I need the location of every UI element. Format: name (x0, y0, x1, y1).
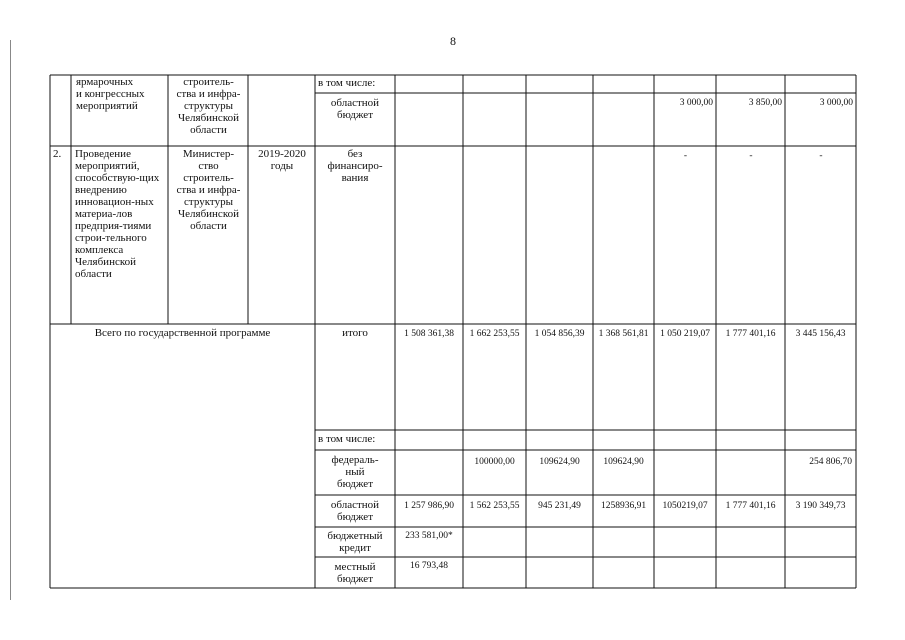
page-number: 8 (450, 34, 456, 48)
table-cell: 100000,00 (474, 457, 515, 467)
table-cell: 1 050 219,07 (660, 329, 710, 339)
regional-budget-label: областной бюджет (330, 499, 380, 523)
table-cell: - (683, 151, 688, 161)
table-cell: 1 054 856,39 (534, 329, 585, 339)
table-cell: 109624,90 (539, 457, 580, 467)
incl-label-total: в том числе: (318, 433, 376, 445)
executor: Министер- ство строитель- ства и инфра- структуры Челябинской области (176, 148, 241, 232)
table-cell: 3 000,00 (819, 98, 853, 108)
table-cell: 254 806,70 (809, 457, 852, 467)
item-name: Проведение мероприятий, способствую-щих внедрению инновацион-ных материа-лов предприя-тиями строи-тельного комплекса Челябинской области (75, 148, 160, 280)
table-cell: - (819, 151, 823, 161)
table-cell: 1 777 401,16 (725, 329, 776, 339)
table-cell: 1 368 561,81 (598, 329, 649, 339)
table-cell: 1258936,91 (600, 501, 647, 511)
table-cell: 3 850,00 (748, 98, 782, 108)
item-name-continued: ярмарочных и конгрессных мероприятий (76, 76, 145, 112)
total-program-label: Всего по государственной программе (94, 327, 271, 339)
table-cell: 109624,90 (603, 457, 644, 467)
table-cell: 3 000,00 (679, 98, 713, 108)
itogo-label: итого (342, 327, 368, 339)
table-cell: 1050219,07 (662, 501, 708, 511)
table-cell: 1 777 401,16 (725, 501, 776, 511)
funding-source: без финансиро- вания (327, 148, 383, 184)
row-number: 2. (53, 148, 62, 160)
local-budget-label: местный бюджет (334, 561, 376, 585)
incl-label-top: в том числе: (318, 77, 376, 89)
table-cell: 3 445 156,43 (795, 329, 846, 339)
table-cell: 1 508 361,38 (404, 329, 454, 339)
table-cell: 945 231,49 (538, 501, 581, 511)
federal-budget-label: федераль- ный бюджет (331, 454, 379, 490)
table-cell: 1 662 253,55 (469, 329, 520, 339)
table-cell: 3 190 349,73 (795, 501, 846, 511)
executor-continued: строитель- ства и инфра- структуры Челябинской области (176, 76, 241, 136)
table-cell: 16 793,48 (410, 561, 448, 571)
table-cell: 233 581,00* (405, 531, 453, 541)
regional-budget-label-top: областной бюджет (330, 97, 380, 121)
table-cell: 1 257 986,90 (404, 501, 454, 511)
table-cell: - (749, 151, 753, 161)
budget-credit-label: бюджетный кредит (327, 530, 383, 554)
period: 2019-2020 годы (258, 148, 306, 172)
table-cell: 1 562 253,55 (469, 501, 520, 511)
